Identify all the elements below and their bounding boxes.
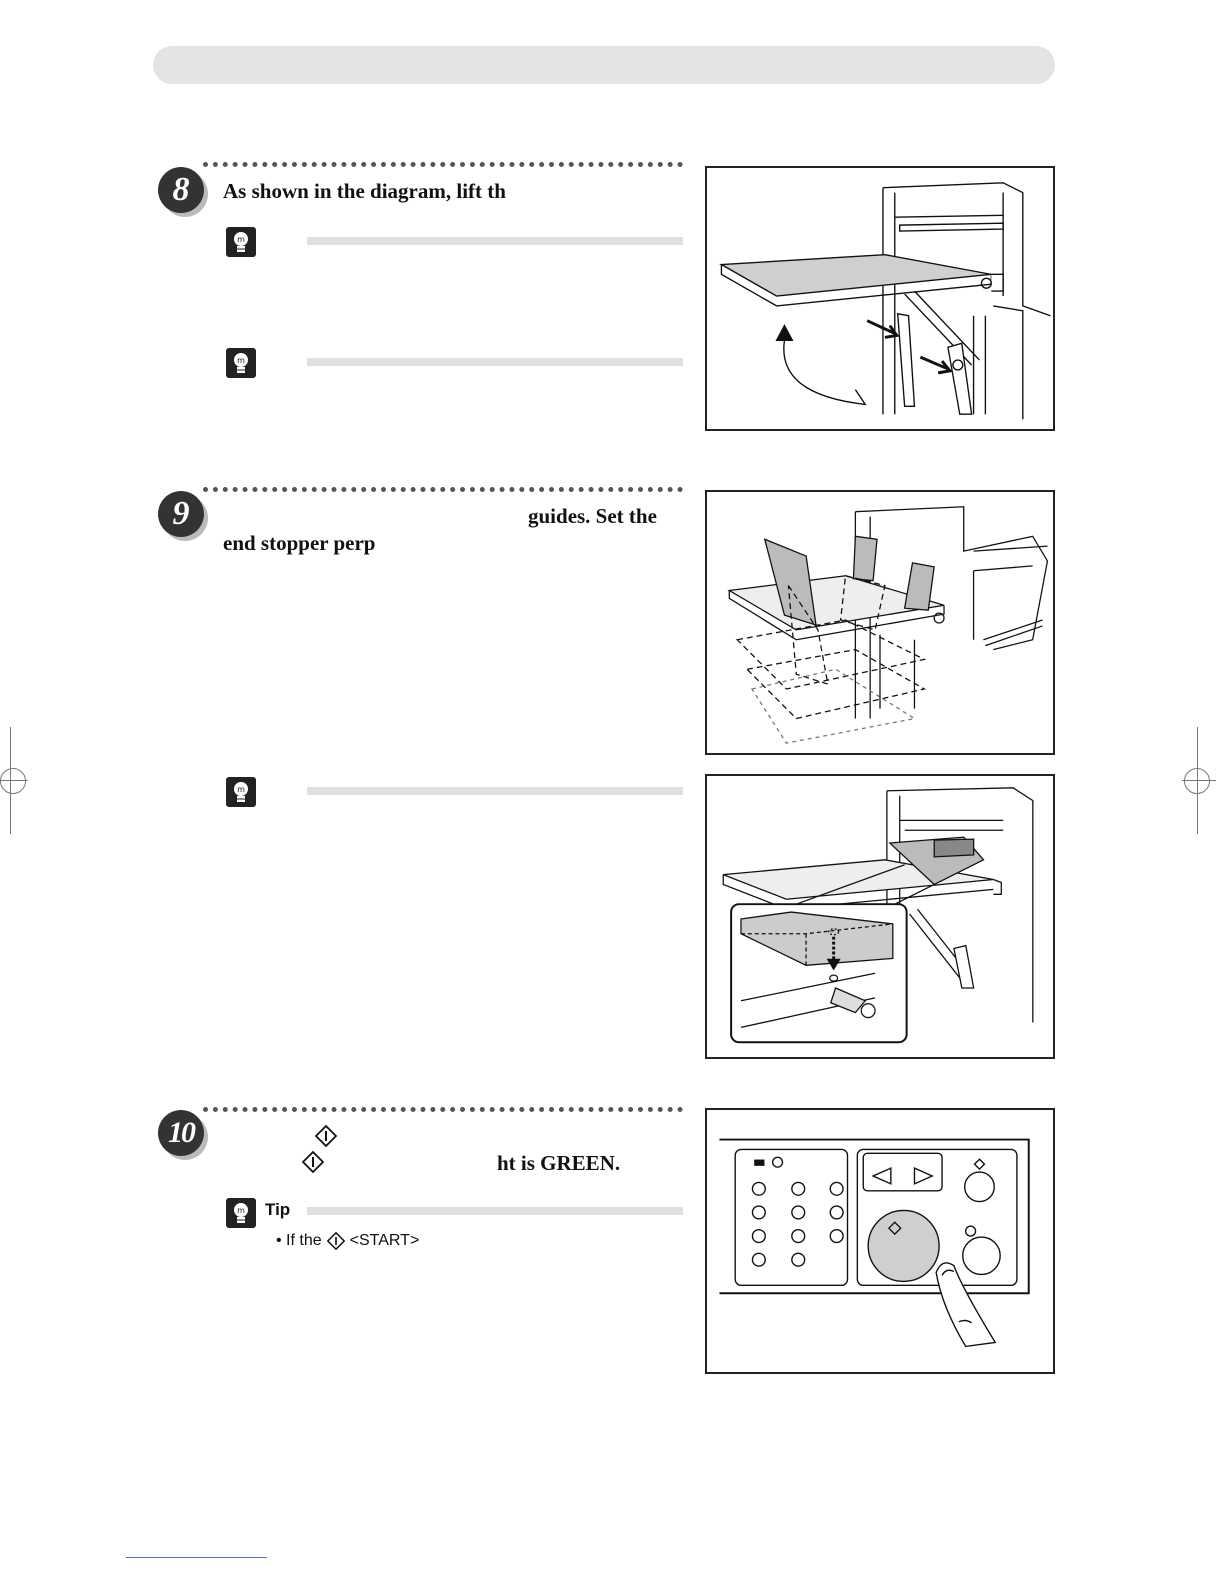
- svg-text:m: m: [237, 235, 245, 244]
- step-8-divider: [203, 162, 683, 167]
- step-8-number: 8: [158, 167, 204, 213]
- start-key-icon: [315, 1125, 337, 1147]
- step-8-heading: As shown in the diagram, lift th: [223, 179, 506, 203]
- registration-circle-right: [1184, 768, 1210, 794]
- step-9-number: 9: [158, 491, 204, 537]
- page-header-bar: [153, 46, 1055, 84]
- tip-bullet-suffix: <START>: [349, 1232, 420, 1249]
- tip-rule: [307, 237, 683, 245]
- tip-label: Tip: [265, 1200, 291, 1219]
- step-9-divider: [203, 487, 683, 492]
- svg-text:m: m: [237, 785, 245, 794]
- start-key-icon: [327, 1232, 345, 1250]
- tip-bullet-prefix: • If the: [276, 1232, 322, 1249]
- step-9-heading-line2: end stopper perp: [223, 531, 376, 555]
- svg-text:m: m: [237, 1206, 245, 1215]
- tip-rule: [307, 1207, 683, 1215]
- lightbulb-tip-icon: [226, 227, 256, 257]
- step-9-heading-line1: guides. Set the: [528, 504, 657, 528]
- tip-rule: [307, 787, 683, 795]
- lightbulb-tip-icon: [226, 777, 256, 807]
- lightbulb-tip-icon: [226, 348, 256, 378]
- start-key-icon: [302, 1151, 324, 1173]
- svg-text:m: m: [237, 356, 245, 365]
- lightbulb-tip-icon: [226, 1198, 256, 1228]
- figure-lift-tray: [705, 166, 1055, 431]
- tip-bullet: [276, 1230, 419, 1252]
- tip-rule: [307, 358, 683, 366]
- figure-paper-guides: [705, 490, 1055, 755]
- step-10-divider: [203, 1107, 683, 1112]
- step-10-heading-line2: ht is GREEN.: [497, 1151, 621, 1175]
- registration-circle-left: [0, 768, 26, 794]
- step-10-number: 10: [158, 1110, 204, 1156]
- footer-rule: [126, 1557, 267, 1558]
- figure-end-stopper: [705, 774, 1055, 1059]
- figure-control-panel: [705, 1108, 1055, 1374]
